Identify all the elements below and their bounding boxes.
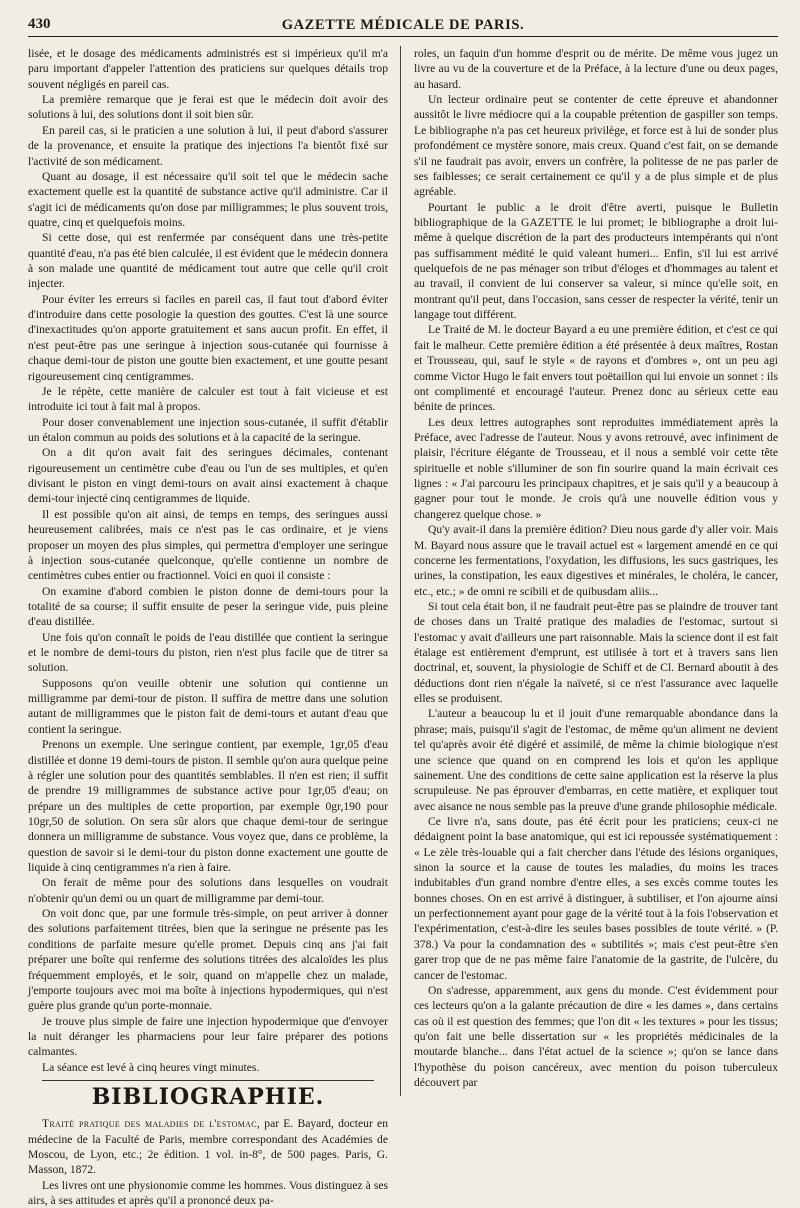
paragraph: On examine d'abord combien le piston donne de demi-tours pour la totalité de sa course; il suffit ensuite de peser la seringue vide, puis pleine d'eau distillée. bbox=[28, 584, 388, 629]
paragraph: Je trouve plus simple de faire une injection hypodermique que d'envoyer la nuit déranger les pharmaciens pour leur faire préparer des potions calmantes. bbox=[28, 1014, 388, 1059]
paragraph: On ferait de même pour des solutions dans lesquelles on voudrait n'obtenir qu'un demi ou un quart de milligramme par demi-tour. bbox=[28, 876, 388, 905]
paragraph: Si tout cela était bon, il ne faudrait peut-être pas se plaindre de trouver tant de choses dans un Traité pratique des maladies de l'estomac, surtout si l'estomac y avait d'ailleurs une part raisonnable. Mais la science dont il est fait étalage est entièrement d'emprunt, est utilisée à tort et à travers sans lien doctrinal, et, souvent, la physiologie de Schiff et de Cl. Bernard aboutit à des déductions dont rien n'égale la naïveté, si ce n'est l'assurance avec laquelle elles se produisent. bbox=[414, 599, 778, 706]
paragraph: Une fois qu'on connaît le poids de l'eau distillée que contient la seringue et le nombre de demi-tours du piston, rien n'est plus facile que de titrer sa solution. bbox=[28, 630, 388, 675]
paragraph: Pour éviter les erreurs si faciles en pareil cas, il faut tout d'abord éviter d'introduire dans cette posologie la question des gouttes. C'est là une source d'inexactitudes qu'on apporte gratuitement et sans aucun profit. En effet, il n'est peut-être pas une seringue à injection sous-cutanée qui fournisse à chaque demi-tour de piston une goutte bien exactement, et une goutte pesant rigoureusement cinq centigrammes. bbox=[28, 292, 388, 383]
paragraph: On a dit qu'on avait fait des seringues décimales, contenant rigoureusement un centimètre cube d'eau ou l'un de ses multiples, et qu'en divisant le piston en vingt demi-tours on avait ainsi exactement à chaque demi-tour injecté cinq centigrammes de liquide. bbox=[28, 446, 388, 506]
paragraph: Prenons un exemple. Une seringue contient, par exemple, 1gr,05 d'eau distillée et donne 19 demi-tours de piston. Il semble qu'on aura quelque peine à régler une solution pour des quantités semblables. Il n'en est rien; il suffit de prendre 19 milligrammes de substance active pour 1gr,05 d'eau; on prépare un des multiples de cette proportion, par exemple 0gr,190 pour 10gr,50 de solution. On sera sûr alors que chaque demi-tour de seringue donnera un milligramme de substance. Vous voyez que, dans ce problème, la question de savoir si le demi-tour du piston donne exactement une goutte de liquide à cinq centigrammes n'a rien à faire. bbox=[28, 738, 388, 875]
paragraph: Qu'y avait-il dans la première édition? Dieu nous garde d'y aller voir. Mais M. Bayard nous assure que le travail actuel est « largement amendé en ce qui concerne les fermentations, l'oxydation, les diffusions, les sucs gastriques, les urines, la constipation, les eaux digestives et minérales, le choléra, le cancer, etc., etc.; » de omni re scibili et de quibusdam aliis... bbox=[414, 523, 778, 598]
paragraph: On voit donc que, par une formule très-simple, on peut arriver à donner des solutions parfaitement titrées, bien que la seringue ne présente pas les conditions de parfaite mesure qu'elle promet. Depuis cinq ans j'ai fait préparer une boîte qui renferme des solutions titrées des alcaloïdes les plus fréquemment employés, et le soir, quand on m'appelle chez un malade, j'emporte toujours avec moi ma boîte à injections hypodermiques, qui n'est guère plus grande qu'un porte-monnaie. bbox=[28, 907, 388, 1013]
paragraph: lisée, et le dosage des médicaments administrés est si impérieux qu'il m'a paru important d'appeler l'attention des praticiens sur quelques détails trop souvent négligés en pareil cas. bbox=[28, 47, 388, 91]
paragraph: Un lecteur ordinaire peut se contenter de cette épreuve et abandonner aussitôt le livre médiocre qui a la coupable prétention de gaspiller son temps. Le bibliographe n'a pas cet heureux privilège, et force est à lui de sonder plus profondément ce mystère sonore, mais creux. Quand c'est fait, on se demande s'il ne faudrait pas avoir, envers un confrère, la politesse de ne pas parler de ses faiblesses; ce serait certainement ce qu'il y a de plus simple et de plus agréable. bbox=[414, 93, 778, 199]
paragraph: En pareil cas, si le praticien a une solution à lui, il peut d'abord s'assurer de la provenance, et ensuite la pratique des injections l'a bientôt fixé sur l'activité de son médicament. bbox=[28, 123, 388, 168]
paragraph: Le Traité de M. le docteur Bayard a eu une première édition, et c'est ce qui fait le malheur. Cette première édition a été présentée à deux maîtres, Rostan et Trousseau, qui, sauf le style « de rayons et d'ombres », ont un peu agi comme Victor Hugo le fait envers tout poëtaillon qui lui envoie un sonnet : ils ont complimenté et encouragé l'auteur. Prenez donc au sérieux cette eau bénite de princes. bbox=[414, 323, 778, 414]
right-column bbox=[414, 46, 778, 1094]
page-number: 430 bbox=[28, 16, 51, 32]
book-title: Traité pratique des maladies de l'estomac, bbox=[42, 1117, 261, 1131]
book-details: par E. Bayard, docteur en médecine de la Faculté de Paris, membre correspondant des Académies de Moscou, de Lyon, etc.; 2e édition. 1 vol. in-8°, de 500 pages. Paris, G. Masson, 1872. bbox=[28, 1117, 388, 1177]
paragraph: Je le répète, cette manière de calculer est tout à fait vicieuse et est introduite ici tout à fait mal à propos. bbox=[28, 384, 388, 414]
paragraph: Pourtant le public a le droit d'être averti, puisque le Bulletin bibliographique de la GAZETTE le lui promet; le bibliographe a droit lui-même à quelque discrétion de la part des producteurs intempérants qui n'ont pas suffisamment médité le quid valeant humeri... Enfin, s'il lui est arrivé quelquefois de ne pas ménager son tribut d'éloges et d'hommages au talent et au travail, il convient de lui conserver sa valeur, si mince qu'elle soit, en montrant qu'il peut, dans l'occasion, sans cesser de respecter la vérité, tenir un langage tout différent. bbox=[414, 200, 778, 322]
paragraph: roles, un faquin d'un homme d'esprit ou de mérite. De même vous jugez un livre au vu de la couverture et de la Préface, à la lecture d'une ou deux pages, au hasard. bbox=[414, 47, 778, 91]
left-column bbox=[28, 46, 388, 1208]
journal-title: GAZETTE MÉDICALE DE PARIS. bbox=[281, 17, 525, 33]
paragraph: Il est possible qu'on ait ainsi, de temps en temps, des seringues aussi heureusement calibrées, mais ce n'est pas le cas ordinaire, et je viens proposer un moyen des plus simples, qui permettra d'employer une seringue à injection sous-cutanée quelconque, qu'elle contienne un nombre de centimètres cubes entier ou fractionnel. Voici en quoi il consiste : bbox=[28, 507, 388, 583]
paragraph: La première remarque que je ferai est que le médecin doit avoir des solutions à lui, des solutions dont il soit bien sûr. bbox=[28, 93, 388, 122]
paragraph: Pour doser convenablement une injection sous-cutanée, il suffit d'établir un étalon commun au poids des solutions et à la capacité de la seringue. bbox=[28, 415, 388, 444]
paragraph: Supposons qu'on veuille obtenir une solution qui contienne un milligramme par demi-tour de piston. Il suffira de mettre dans une solution autant de milligrammes que le piston fait de demi-tours et autant d'eau que contient la seringue. bbox=[28, 676, 388, 736]
paragraph: Les deux lettres autographes sont reproduites immédiatement après la Préface, avec l'adresse de l'auteur. Nous y avons retrouvé, avec infiniment de plaisir, l'écriture élégante de Trousseau, et il nous a semblé voir cette tête spirituelle et noble s'illuminer de son fin sourire quand la main écrivait ces lignes : « J'ai parcouru les principaux chapitres, et je sais qu'il y a beaucoup à gagner pour tout le monde. Je crois qu'à une nouvelle édition vous y changerez quelque chose. » bbox=[414, 415, 778, 521]
paragraph: La séance est levé à cinq heures vingt minutes. bbox=[42, 1060, 260, 1074]
paragraph: Si cette dose, qui est renfermée par conséquent dans une très-petite quantité d'eau, n'a pas été bien calculée, il est évident que le médecin donnera à son malade une quantité de médicament tout autre que celle qu'il croit injecter. bbox=[28, 231, 388, 291]
paragraph: Ce livre n'a, sans doute, pas été écrit pour les praticiens; ceux-ci ne dédaignent point la base anatomique, qui est ici repoussée systématiquement : « Le zèle très-louable qui a fait chercher dans l'étude des lésions organiques, sinon la source et la cause de toutes les maladies, du moins les traces indubitables d'un grand nombre d'entre elles, a ses excès comme toutes les bonnes choses. On en est arrivé à distinguer, à subtiliser, et l'on ajourne ainsi un perfectionnement ayant pour gage de la vérité tout à la fois l'observation et l'expérimentation, c'est-à-dire les seules bases possibles de toute vérité. » (P. 378.) Va pour la condamnation des « subtilités »; mais c'est peut-être s'en garer trop que de ne pas même faire l'anatomie de la gastrite, de l'ulcère, du cancer de l'estomac. bbox=[414, 814, 778, 982]
paragraph: Quant au dosage, il est nécessaire qu'il soit tel que le médecin sache exactement quelle est la quantité de substance active qu'il administre. Car il s'agit ici de médicaments qu'on dose par milligrammes; le plus souvent trois, quatre, cinq et quelquefois moins. bbox=[28, 169, 388, 229]
book-reference bbox=[28, 1116, 388, 1177]
paragraph: On s'adresse, apparemment, aux gens du monde. C'est évidemment pour ces lecteurs qu'on a la galante précaution de dire « les dames », dans certains cas où il est question des femmes; que l'on dit « les textures » pour les tissus; qu'on fait une belle dissertation sur « les propriétés médicinales de la moutarde blanche... dans l'état actuel de la science »; qu'on se lance dans l'hypothèse du poison cancéreux, avec mention du poison tuberculeux découvert par bbox=[414, 983, 778, 1090]
paragraph: L'auteur a beaucoup lu et il jouit d'une remarquable abondance dans la phrase; mais, puisqu'il s'agit de l'estomac, de même qu'un aliment ne devient tel qu'après avoir été digéré et assimilé, de même la chimie biologique n'est une science que quand on en comprend les lois et qu'on les applique sainement. Une des conditions de cette saine application est la réserve la plus scrupuleuse. Ne pas éprouver d'embarras, en cette matière, et expliquer tout avec aisance ne nous semble pas la preuve d'une grande philosophie médicale. bbox=[414, 707, 778, 813]
section-divider bbox=[42, 1080, 373, 1081]
column-rule bbox=[400, 46, 401, 1096]
page-header bbox=[28, 14, 778, 37]
section-title: BIBLIOGRAPHIE. bbox=[91, 1084, 325, 1111]
paragraph: Les livres ont une physionomie comme les hommes. Vous distinguez à ses airs, à ses attitudes et après qu'il a prononcé deux pa- bbox=[28, 1178, 388, 1208]
